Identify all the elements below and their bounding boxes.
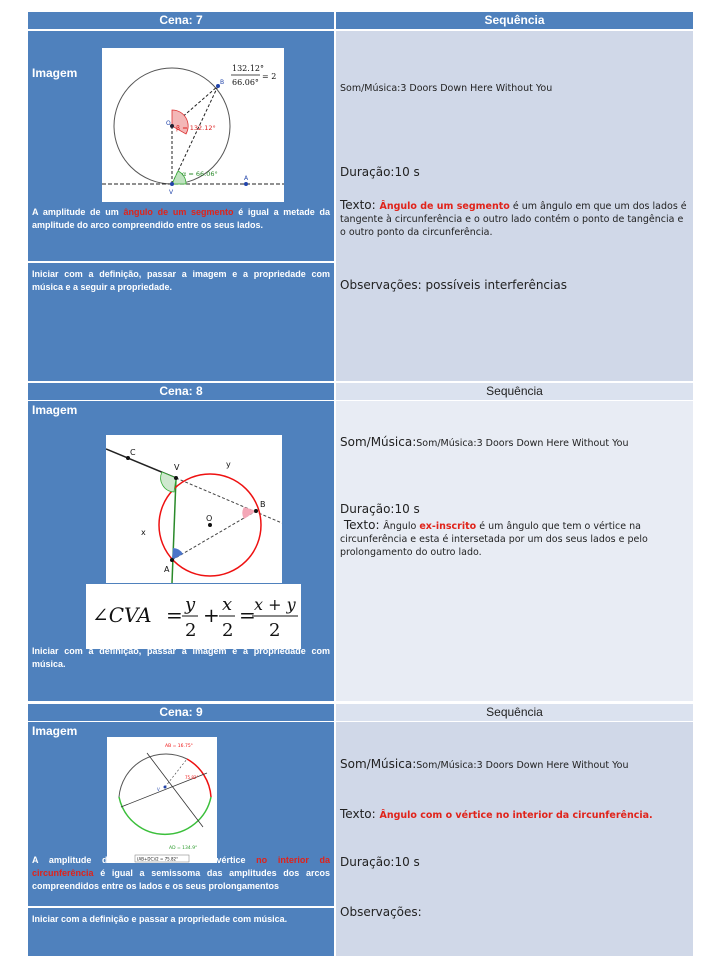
- scene9-observations: Observações:: [340, 905, 422, 919]
- scene9-header-left: Cena: 9: [28, 704, 334, 721]
- scene7-alpha-label: α = 66.06°: [182, 170, 218, 178]
- scene8-text: Texto: Ângulo ex-inscrito é um ângulo que tem o vértice na circunferência e esta é intersetada por um dos seus lados e pelo prolongamento do outro lado.: [340, 518, 648, 558]
- scene9-bottom-arc: AD = 134.9°: [169, 846, 198, 851]
- scene7-description: A amplitude de um ângulo de um segmento é igual a metade da amplitude do arco compreendido entre os seus lados.: [32, 207, 330, 230]
- formula-y: y: [185, 594, 196, 615]
- scene8-header-left: Cena: 8: [28, 383, 334, 400]
- scene8-formula: [86, 584, 301, 649]
- formula-plus: +: [203, 603, 220, 627]
- scene9-instruction: Iniciar com a definição e passar a propriedade com música.: [32, 914, 288, 924]
- scene8-music: Som/Música:Som/Música:3 Doors Down Here Without You: [340, 435, 629, 449]
- scene7-ratio-den: 66.06°: [232, 78, 259, 87]
- scene7-header-right: Sequência: [336, 12, 693, 29]
- scene7-header-left: Cena: 7: [28, 12, 334, 29]
- formula-x: x: [222, 594, 233, 615]
- scene8-pt-B: B: [260, 500, 266, 509]
- scene9-image-label: Imagem: [32, 724, 78, 738]
- scene9-duration: Duração:10 s: [340, 855, 420, 869]
- scene8-lbl-y: y: [226, 460, 231, 469]
- scene7-pt-O: O: [166, 120, 171, 127]
- scene7-music: Som/Música:3 Doors Down Here Without You: [340, 83, 553, 94]
- scene8-pt-V: V: [174, 463, 180, 472]
- scene8-figure: [106, 435, 282, 583]
- formula-angle: ∠CVA: [92, 603, 152, 627]
- scene9-figure: [107, 737, 217, 863]
- scene9-music: Som/Música:Som/Música:3 Doors Down Here Without You: [340, 757, 629, 771]
- formula-eq2: =: [239, 603, 256, 627]
- scene9-description: A amplitude de vértice no interior da circunferência é igual a semissoma das amplitudes dos arcos compreendidos entre os lados e os seus prolongamentos: [32, 855, 330, 891]
- scene8-header-right: Sequência: [336, 383, 693, 400]
- scene8-figure-svg: [106, 435, 282, 583]
- scene9-header-right: Sequência: [336, 704, 693, 721]
- scene8-image-label: Imagem: [32, 403, 78, 417]
- formula-eq1: =: [166, 603, 183, 627]
- scene7-image-label: Imagem: [32, 66, 78, 80]
- scene7-beta-label: β = 132.12°: [176, 124, 216, 132]
- scene7-figure: [102, 48, 284, 202]
- scene7-text: Texto: Ângulo de um segmento é um ângulo em que um dos lados é tangente à circunferência e o outro lado contém o ponto de tangência e o outro ponto da circunferência.: [340, 198, 687, 238]
- scene7-instruction: Iniciar com a definição, passar a imagem e a propriedade com música e a seguir a propriedade.: [32, 269, 330, 292]
- scene9-figure-svg: [107, 737, 217, 863]
- scene7-observations: Observações: possíveis interferências: [340, 278, 567, 292]
- scene9-angle-lbl: 75.82°: [185, 775, 199, 780]
- scene8-pt-O: O: [206, 514, 213, 523]
- scene7-pt-A: A: [244, 175, 249, 182]
- scene7-ratio-num: 132.12°: [232, 64, 264, 73]
- scene8-pt-A: A: [164, 565, 170, 574]
- scene7-ratio-eq: = 2: [262, 72, 277, 81]
- scene9-left-pt: V: [157, 787, 160, 792]
- scene8-pt-C: C: [130, 448, 136, 457]
- formula-two1: 2: [185, 620, 197, 641]
- scene8-duration: Duração:10 s: [340, 502, 420, 516]
- formula-two3: 2: [269, 620, 281, 641]
- scene8-lbl-x: x: [141, 528, 146, 537]
- scene8-instruction: Iniciar com a definição, passar a imagem e a propriedade com música.: [32, 646, 330, 669]
- scene7-pt-V: V: [169, 189, 174, 196]
- scene9-text: Texto: Ângulo com o vértice no interior da circunferência.: [340, 807, 653, 821]
- scene9-top-arc: AB = 16.75°: [165, 744, 193, 749]
- scene9-formula-box: (AB+DC)/2 = 75.82°: [137, 856, 179, 862]
- scene7-pt-B: B: [220, 79, 225, 86]
- formula-num: x + y: [254, 595, 296, 614]
- scene7-duration: Duração:10 s: [340, 165, 420, 179]
- scene7-figure-svg: [102, 48, 284, 202]
- scene8-formula-svg: [86, 584, 301, 649]
- formula-two2: 2: [222, 620, 234, 641]
